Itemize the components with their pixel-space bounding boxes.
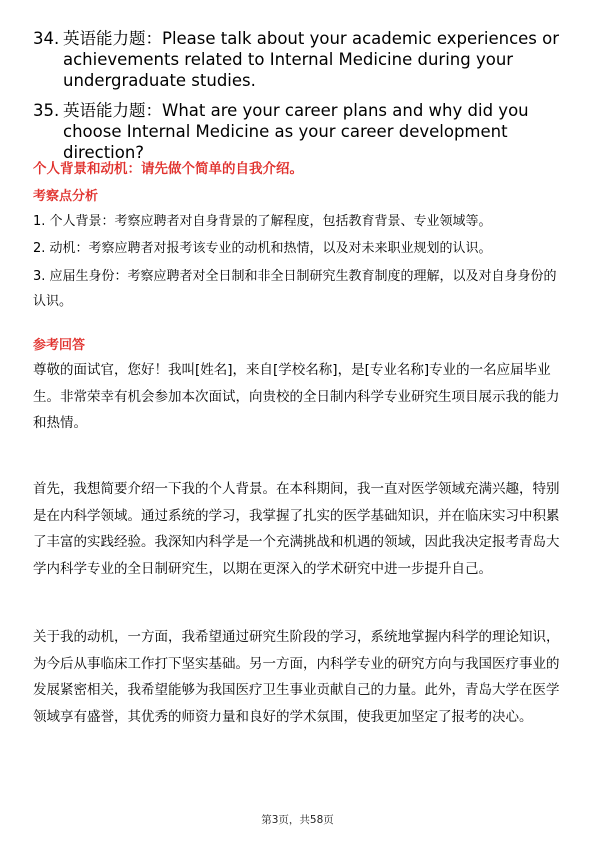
- answer-paragraph: 首先，我想简要介绍一下我的个人背景。在本科期间，我一直对医学领域充满兴趣，特别是在内科学领域。通过系统的学习，我掌握了扎实的医学基础知识，并在临床实习中积累了丰富的实践经验。我深知内科学是一个充满挑战和机遇的领域，因此我决定报考青岛大学内科学专业的全日制研究生，以期在更深入的学术研究中进一步提升自己。: [33, 481, 560, 577]
- answer-paragraph: 关于我的动机，一方面，我希望通过研究生阶段的学习，系统地掌握内科学的理论知识，为今后从事临床工作打下坚实基础。另一方面，内科学专业的研究方向与我国医疗事业的发展紧密相关，我希望能够为我国医疗卫生事业贡献自己的力量。此外，青岛大学在医学领域享有盛誉，其优秀的师资力量和良好的学术氛围，使我更加坚定了报考的决心。: [33, 629, 560, 725]
- analysis-point: 2. 动机：考察应聘者对报考该专业的动机和热情，以及对未来职业规划的认识。: [33, 241, 492, 256]
- answer-paragraph: 尊敬的面试官，您好！我叫[姓名]，来自[学校名称]，是[专业名称]专业的一名应届毕业生。非常荣幸有机会参加本次面试，向贵校的全日制内科学专业研究生项目展示我的能力和热情。: [33, 362, 560, 431]
- analysis-title: 考察点分析: [33, 189, 99, 204]
- question-35: [33, 100, 573, 163]
- question-number: 35.: [33, 101, 60, 120]
- analysis-point: 3. 应届生身份：考察应聘者对全日制和非全日制研究生教育制度的理解，以及对自身身份的认识。: [33, 269, 557, 309]
- question-34: [33, 28, 573, 91]
- analysis-point: 1. 个人背景：考察应聘者对自身背景的了解程度，包括教育背景、专业领域等。: [33, 214, 492, 229]
- answer-title: 参考回答: [33, 338, 86, 353]
- question-text: 英语能力题：Please talk about your academic experiences or achievements related to Internal Medicine during your undergraduate studies.: [63, 29, 560, 90]
- section-heading: 个人背景和动机：请先做个简单的自我介绍。: [33, 161, 303, 177]
- question-text: 英语能力题：What are your career plans and why did you choose Internal Medicine as your career development direction?: [63, 101, 529, 162]
- page-footer: 第3页，共58页: [261, 814, 334, 826]
- question-number: 34.: [33, 29, 60, 48]
